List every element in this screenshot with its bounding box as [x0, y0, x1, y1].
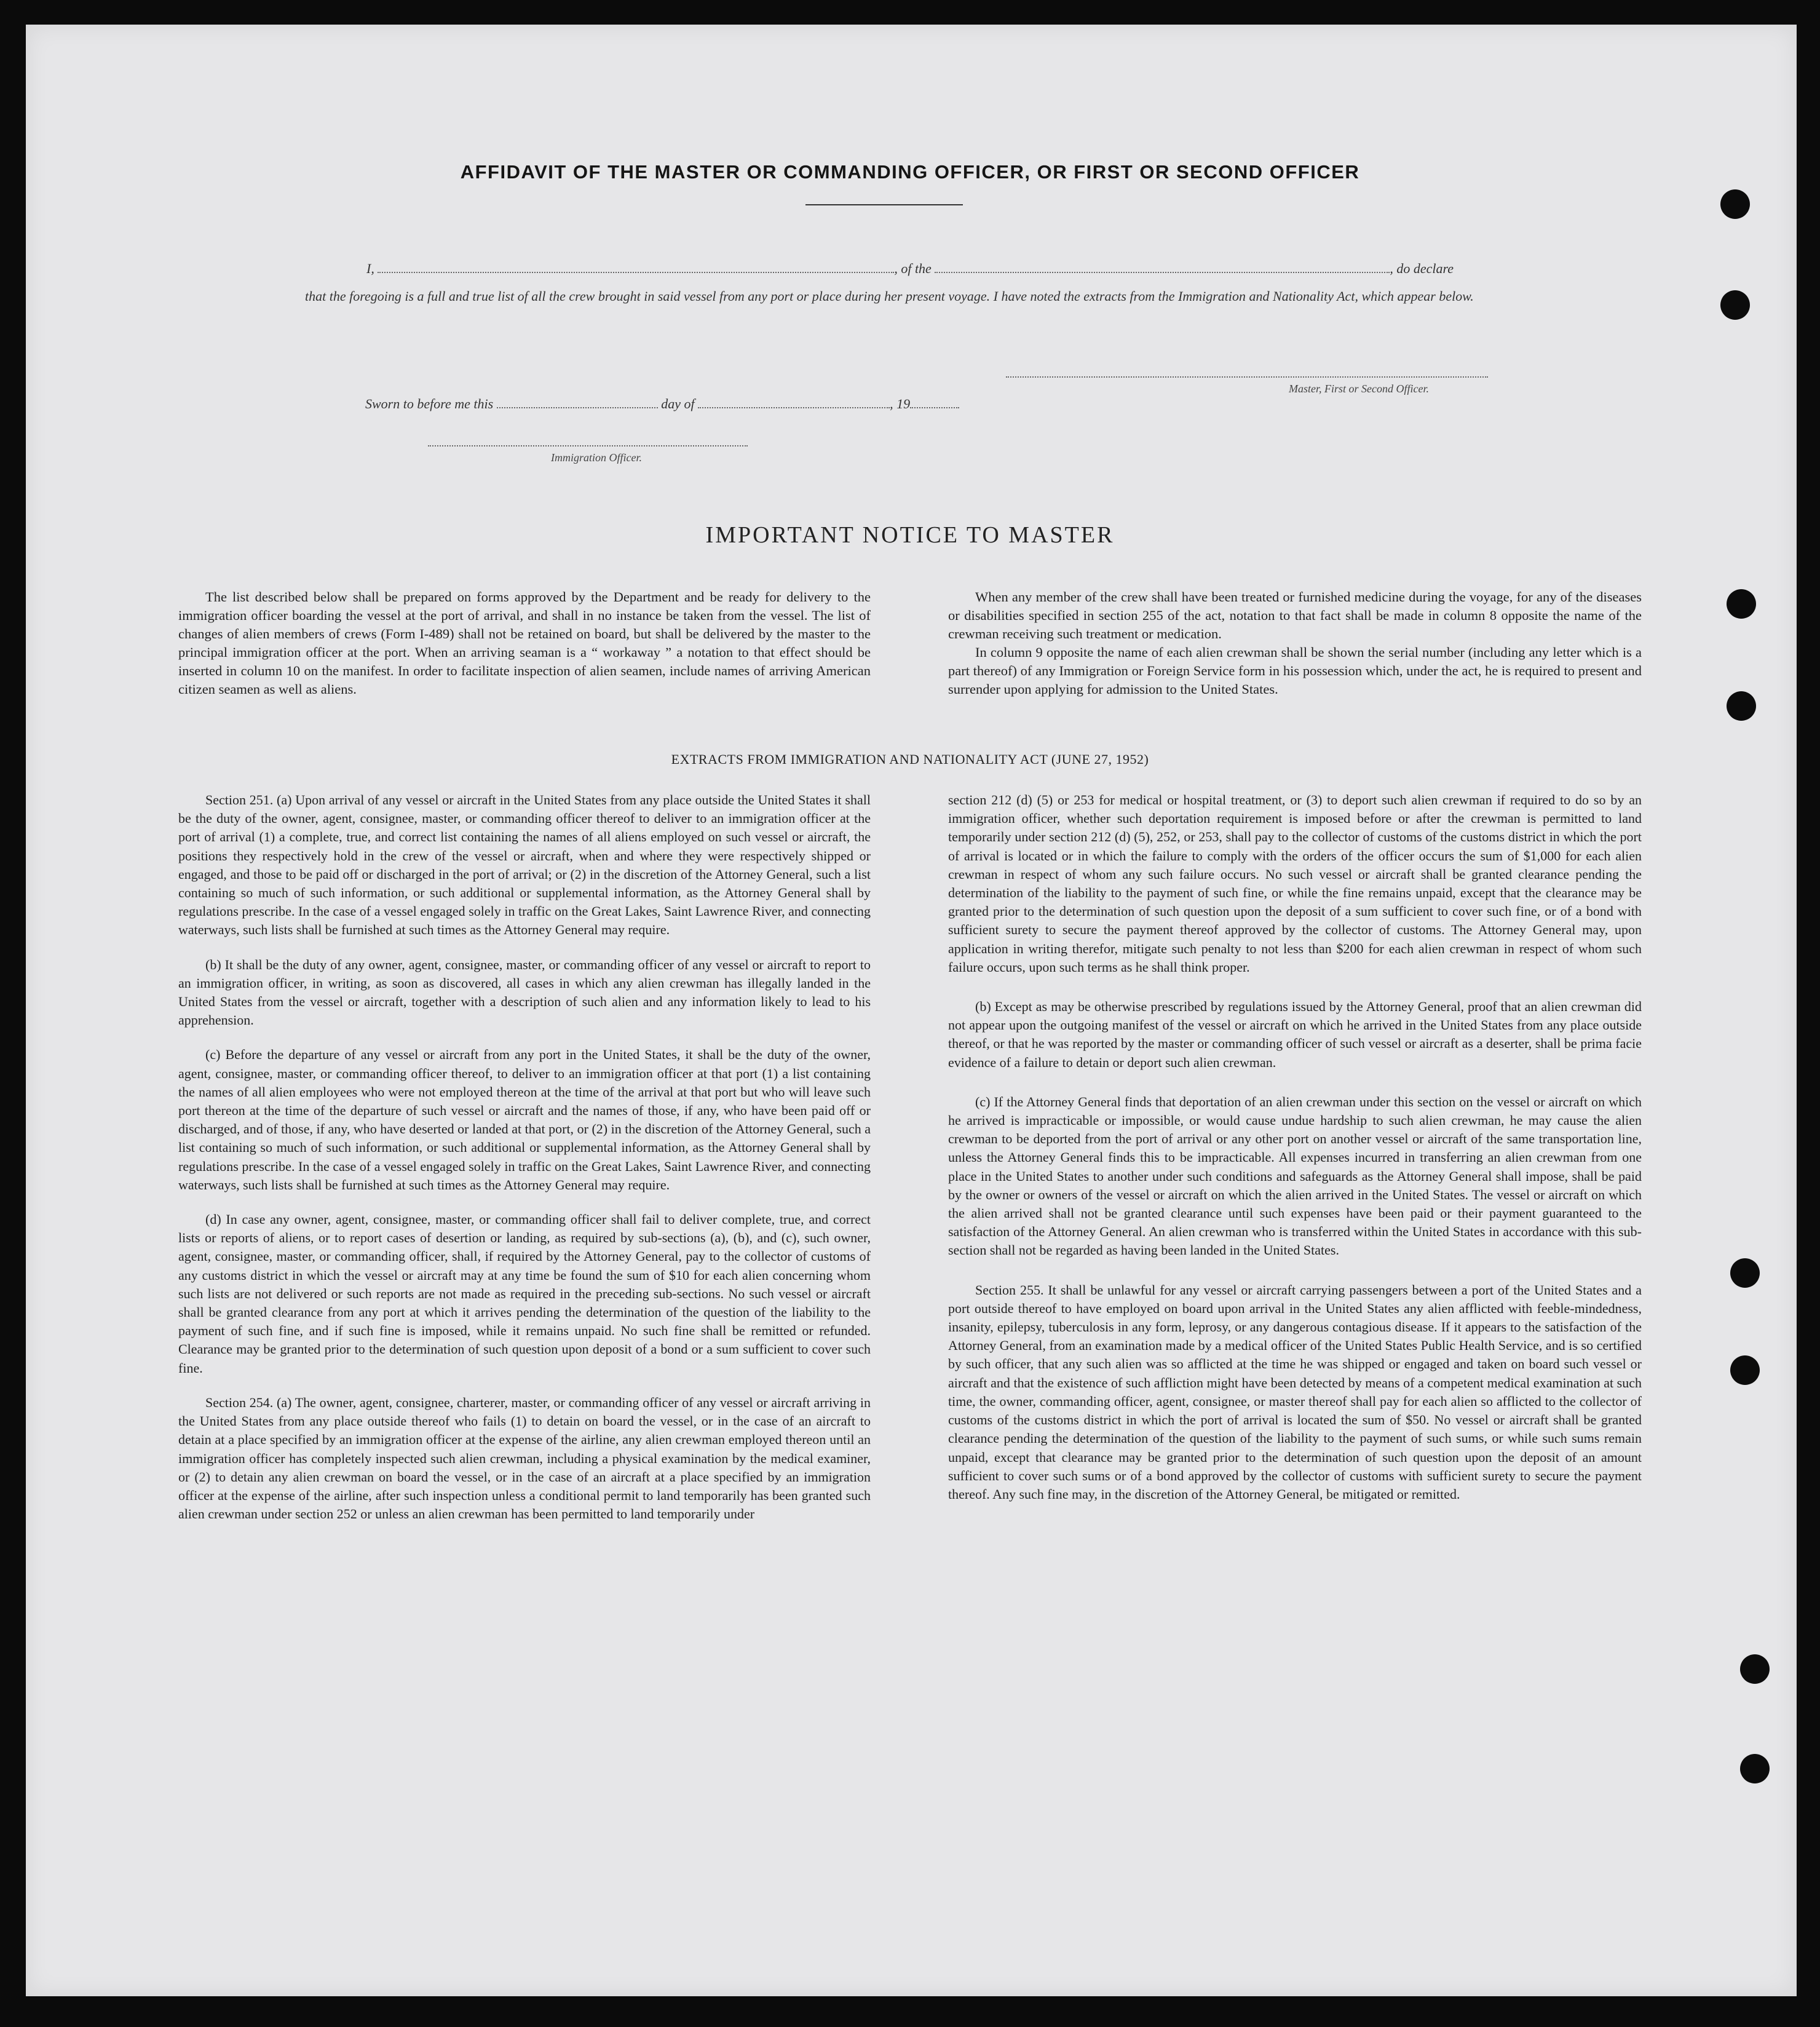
punch-hole [1730, 1355, 1760, 1385]
extracts-left-column [178, 791, 871, 1523]
notice-right-column [948, 588, 1642, 715]
punch-hole [1727, 589, 1756, 619]
notice-right-paragraph-1: When any member of the crew shall have been treated or furnished medicine during the voyage, for any of the diseases or disabilities specified in section 255 of the act, notation to that fact shall be made in column 8 opposite the name of the crewman receiving such treatment or medication. [948, 589, 1642, 641]
sworn-day-of: day of [661, 396, 695, 411]
declaration-i: I, [366, 261, 374, 276]
notice-left-column [178, 588, 871, 715]
declaration-line [366, 261, 1454, 277]
declaration-do-declare: , do declare [1390, 261, 1454, 276]
punch-hole [1740, 1654, 1770, 1684]
section-254a-continued: section 212 (d) (5) or 253 for medical or hospital treatment, or (3) to deport such alien crewman if required to do so by an immigration officer, whether such deportation requirement is imposed before or after the crewman is permitted to land temporarily under section 212 (d) (5), 252, or 253, shall pay to the collector of customs of the customs district in which the port of arrival is located or in which the failure to comply with the orders of the officer occurs the sum of $1,000 for each alien crewman in respect of whom any such failure occurs. No such vessel or aircraft shall be granted clearance pending the determination of the liability to the payment of such fine, or while the fine remains unpaid, except that the clearance may be granted prior to the determination of such question upon the deposit of a sum sufficient to cover such fine, or of a bond with sufficient surety to secure the payment thereof approved by the collector of customs. The Attorney General may, upon application in writing therefor, mitigate such penalty to not less than $200 for each alien crewman in respect of whom such failure occurs, upon such terms as he shall think proper. [948, 792, 1642, 975]
sworn-line [365, 396, 959, 412]
sworn-year: , 19 [890, 396, 911, 411]
punch-hole [1730, 1258, 1760, 1288]
section-251c: (c) Before the departure of any vessel or aircraft from any port in the United States, it shall be the duty of the owner, agent, consignee, master, or commanding officer thereof, to deliver to an immigration officer at that port (1) a list containing the names of all alien employees who were not employed thereon at the time of the arrival at that port but who will leave such port thereon at the time of the departure of such vessel or aircraft and the names of those, if any, who have been paid off or discharged, and of those, if any, who have deserted or landed at that port, or (2) in the discretion of the Attorney General, such a list containing so much of such information, or such additional or supplemental information, as the Attorney General shall by regulations prescribe. In the case of a vessel engaged solely in traffic on the Great Lakes, Saint Lawrence River, and connecting waterways, such lists shall be furnished at such times as the Attorney General may require. [178, 1047, 871, 1192]
section-255: Section 255. It shall be unlawful for any vessel or aircraft carrying passengers between a port of the United States and a port outside thereof to have employed on board upon arrival in the United States any alien afflicted with feeble-mindedness, insanity, epilepsy, tuberculosis in any form, leprosy, or any dangerous contagious disease. If it appears to the satisfaction of the Attorney General, from an examination made by a medical officer of the United States Public Health Service, and is so certified by such officer, that any such alien was so afflicted at the time he was shipped or engaged and taken on board such vessel or aircraft and that the existence of such affliction might have been detected by means of a competent medical examination at such time, the owner, commanding officer, agent, consignee, or master thereof shall pay for each alien so afflicted to the collector of customs of the customs district in which the port of arrival is located the sum of $50. No vessel or aircraft shall be granted clearance pending the determination of the question of the liability to the payment of such sums, or while such sums remain unpaid, except that clearance may be granted prior to the determination of such question upon the deposit of an amount sufficient to cover such sums or of a bond approved by the collector of customs with sufficient surety to secure the payment thereof. Any such fine may, in the discretion of the Attorney General, be mitigated or remitted. [948, 1282, 1642, 1502]
declaration-of-the: , of the [894, 261, 932, 276]
vessel-blank [935, 262, 1390, 273]
sworn-year-blank [910, 397, 959, 408]
immigration-officer-line [428, 445, 748, 446]
notice-title: IMPORTANT NOTICE TO MASTER [705, 522, 1115, 548]
master-signature-label: Master, First or Second Officer. [1289, 383, 1429, 395]
punch-hole [1727, 691, 1756, 721]
section-251d: (d) In case any owner, agent, consignee, master, or commanding officer shall fail to deliver complete, true, and correct lists or reports of aliens, or to report cases of desertion or landing, as required by sub-sections (a), (b), and (c), such owner, agent, consignee, master, or commanding officer, shall, if required by the Attorney General, pay to the collector of customs of any customs district in which the vessel or aircraft may at any time be found the sum of $10 for each alien concerning whom such lists are not delivered or such reports are not made as required in the preceding sub-sections. No such vessel or aircraft shall be granted clearance from any port at which it arrives pending the determination of the question of the liability to the payment of such fine, and if such fine is imposed, while it remains unpaid. No such fine shall be remitted or refunded. Clearance may be granted prior to the determination of such question upon deposit of a bond or a sum sufficient to cover such fine. [178, 1212, 871, 1376]
declaration-body: that the foregoing is a full and true list of all the crew brought in said vessel from any port or place during her present voyage. I have noted the extracts from the Immigration and Nationality Act, which appear below. [305, 288, 1474, 304]
title-rule [805, 204, 963, 205]
extracts-title: EXTRACTS FROM IMMIGRATION AND NATIONALITY ACT (JUNE 27, 1952) [671, 752, 1149, 767]
affidavit-title: AFFIDAVIT OF THE MASTER OR COMMANDING OFFICER, OR FIRST OR SECOND OFFICER [460, 161, 1360, 183]
notice-right-paragraph-2: In column 9 opposite the name of each alien crewman shall be shown the serial number (including any letter which is a part thereof) of any Immigration or Foreign Service form in his possession which, under the act, he is required to present and surrender upon applying for admission to the United States. [948, 645, 1642, 697]
section-251a: Section 251. (a) Upon arrival of any vessel or aircraft in the United States from any place outside the United States it shall be the duty of the owner, agent, consignee, master, or commanding officer thereof to deliver to an immigration officer at the port of arrival (1) a complete, true, and correct list containing the names of all aliens employed on such vessel or aircraft, the positions they respectively hold in the crew of the vessel or aircraft, when and where they were respectively shipped or engaged, and those to be paid off or discharged in the port of arrival; or (2) in the discretion of the Attorney General, such a list containing so much of such information, or such additional or supplemental information, as the Attorney General shall by regulations prescribe. In the case of a vessel engaged solely in traffic on the Great Lakes, Saint Lawrence River, and connecting waterways, such lists shall be furnished at such times as the Attorney General may require. [178, 792, 871, 938]
punch-hole [1720, 189, 1750, 219]
master-signature-line [1006, 376, 1488, 378]
section-254a: Section 254. (a) The owner, agent, consignee, charterer, master, or commanding officer of any vessel or aircraft arriving in the United States from any place outside thereof who fails (1) to detain on board the vessel, or in the case of an aircraft to detain at a place specified by an immigration officer at the expense of the airline, any alien crewman employed thereon until an immigration officer has completely inspected such alien crewman, including a physical examination by the medical examiner, or (2) to detain any alien crewman on board the vessel, or in the case of an aircraft at a place specified by an immigration officer at the expense of the airline, after such inspection unless a conditional permit to land temporarily has been granted such alien crewman under section 252 or unless an alien crewman has been permitted to land temporarily under [178, 1394, 871, 1522]
sworn-date-blank [497, 397, 658, 408]
sworn-before: Sworn to before me this [365, 396, 494, 411]
immigration-officer-label: Immigration Officer. [551, 451, 642, 464]
section-254b: (b) Except as may be otherwise prescribed by regulations issued by the Attorney General, proof that an alien crewman did not appear upon the outgoing manifest of the vessel or aircraft on which he arrived in the United States from any place outside thereof, or that he was reported by the master or commanding officer of such vessel or aircraft as a deserter, shall be prima facie evidence of a failure to detain or deport such alien crewman. [948, 999, 1642, 1070]
punch-hole [1720, 290, 1750, 320]
sworn-month-blank [698, 397, 890, 408]
section-254c: (c) If the Attorney General finds that deportation of an alien crewman under this section on the vessel or aircraft on which he arrived is impracticable or impossible, or would cause undue hardship to such alien crewman, he may cause the alien crewman to be deported from the port of arrival or any other port on another vessel or aircraft of the same transportation line, unless the Attorney General finds this to be impracticable. All expenses incurred in transferring an alien crewman from one place in the United States to another under such conditions and safeguards as the Attorney General shall impose, shall be paid by the owner or owners of the vessel or aircraft on which the alien arrived in the United States. The vessel or aircraft on which the alien arrived shall not be granted clearance until such expenses have been paid or their payment guaranteed to the satisfaction of the Attorney General. An alien crewman who is transferred within the United States in accordance with this sub-section shall not be regarded as having been landed in the United States. [948, 1093, 1642, 1258]
extracts-right-column [948, 791, 1642, 1504]
name-blank [378, 262, 894, 273]
section-251b: (b) It shall be the duty of any owner, agent, consignee, master, or commanding officer of any vessel or aircraft to report to an immigration officer, in writing, as soon as discovered, all cases in which any alien crewman has illegally landed in the United States from the vessel or aircraft, together with a description of such alien and any information likely to lead to his apprehension. [178, 956, 871, 1028]
notice-left-paragraph: The list described below shall be prepared on forms approved by the Department and be ready for delivery to the immigration officer boarding the vessel at the port of arrival, and shall in no instance be taken from the vessel. The list of changes of alien members of crews (Form I-489) shall not be retained on board, but shall be delivered by the master to the principal immigration officer at the port. When an arriving seaman is a “ workaway ” a notation to that effect should be inserted in column 10 on the manifest. In order to facilitate inspection of alien seamen, include names of arriving American citizen seamen as well as aliens. [178, 589, 871, 697]
punch-hole [1740, 1754, 1770, 1783]
